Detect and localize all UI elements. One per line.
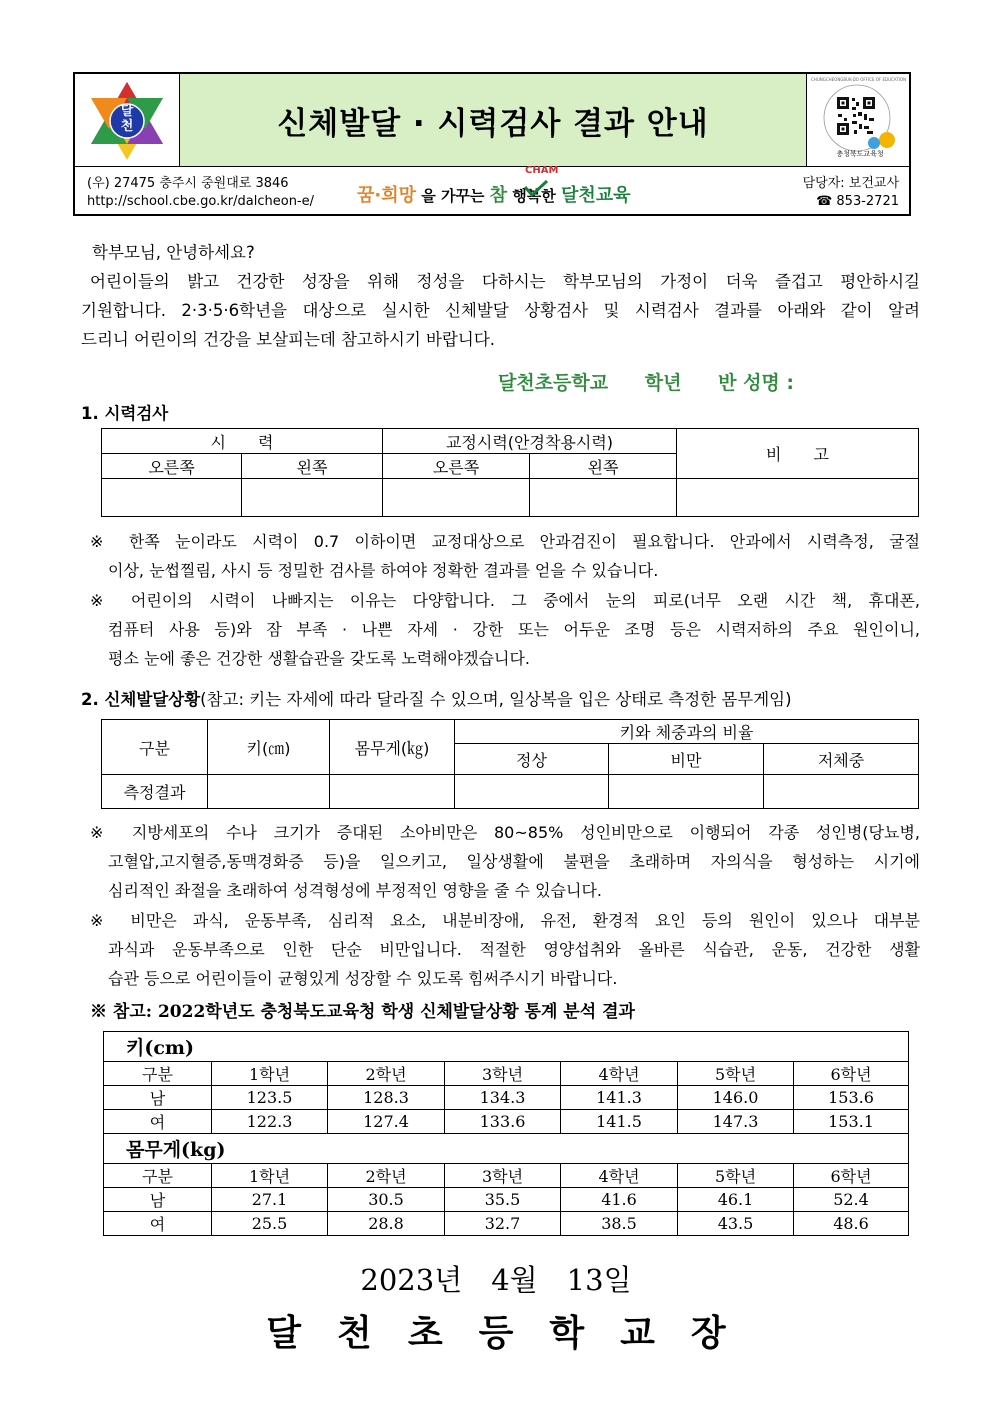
checkmark-icon	[523, 179, 549, 197]
corrected-left-header: 왼쪽	[530, 454, 677, 479]
grade-header: 6학년	[794, 1164, 909, 1188]
height-header: 키(㎝)	[208, 720, 330, 775]
contact-phone: ☎ 853-2721	[816, 194, 899, 209]
principal-signature: 달 천 초 등 학 교 장	[266, 1313, 726, 1354]
slogan-happy: 행복한	[507, 187, 561, 205]
value-cell: 122.3	[212, 1110, 328, 1134]
intro-line-3: 드리니 어린이의 건강을 보살피는데 참고하시기 바랍니다.	[81, 330, 496, 349]
grade-header: 3학년	[445, 1062, 561, 1086]
grade-header: 2학년	[328, 1164, 445, 1188]
value-cell: 153.6	[794, 1086, 909, 1110]
obese-header: 비만	[609, 744, 764, 775]
weight-header: 몸무게(㎏)	[330, 720, 455, 775]
row-label: 여	[104, 1212, 212, 1236]
note-line: 과식과 운동부족으로 인한 단순 비만입니다. 적절한 영양섭취와 올바른 식습관, 운동, 건강한 생활	[108, 940, 920, 959]
stats-title: ※ 참고: 2022학년도 충청북도교육청 학생 신체발달상황 통계 분석 결과	[90, 1002, 635, 1022]
value-cell: 28.8	[328, 1212, 445, 1236]
height-header-row	[104, 1062, 909, 1086]
contact-person: 담당자: 보건교사	[802, 176, 899, 191]
value-cell: 43.5	[678, 1212, 794, 1236]
body-section-note: (참고: 키는 자세에 따라 달라질 수 있으며, 일상복을 입은 상태로 측정한 몸무게임)	[200, 690, 792, 709]
letterhead	[73, 72, 911, 216]
slogan-nurture: 을 가꾸는	[416, 187, 490, 205]
weight-group-label: 몸무게(kg)	[104, 1134, 909, 1164]
office-name-en: CHUNGCHEONGBUK-DO OFFICE OF EDUCATION	[811, 77, 906, 82]
note-line: 습관 등으로 어린이들이 균형있게 성장할 수 있도록 힘써주시기 바랍니다.	[108, 969, 618, 988]
table-row	[104, 1188, 909, 1212]
page-title: 신체발달 · 시력검사 결과 안내	[277, 105, 709, 142]
grade-header: 5학년	[678, 1164, 794, 1188]
grade-field[interactable]: 학년	[644, 372, 682, 394]
body-note-2	[90, 906, 920, 993]
note-line: 컴퓨터 사용 등)와 잠 부족 · 나쁜 자세 · 강한 또는 어두운 조명 등은 시력저하의 주요 원인이니,	[108, 620, 920, 639]
row-label: 여	[104, 1110, 212, 1134]
value-cell: 127.4	[328, 1110, 445, 1134]
category-header: 구분	[102, 720, 208, 775]
value-cell: 35.5	[445, 1188, 561, 1212]
underweight-cell[interactable]	[764, 775, 919, 809]
school-name: 달천초등학교	[498, 372, 609, 394]
note-line: ※ 지방세포의 수나 크기가 증대된 소아비만은 80~85% 성인비만으로 이행되어 각종 성인병(당뇨병,	[90, 823, 920, 842]
stats-table	[103, 1031, 909, 1236]
value-cell: 25.5	[212, 1212, 328, 1236]
office-name: 충청북도교육청	[836, 150, 884, 158]
value-cell: 41.6	[561, 1188, 678, 1212]
student-info-line	[498, 368, 794, 395]
value-cell: 52.4	[794, 1188, 909, 1212]
table-row	[104, 1110, 909, 1134]
note-line: 이상, 눈썹찔림, 사시 등 정밀한 검사를 하여야 정확한 결과를 얻을 수 있습니다.	[108, 561, 659, 580]
note-line: 고혈압,고지혈증,동맥경화증 등)을 일으키고, 일상생활에 불편을 초래하며 자의식을 형성하는 시기에	[108, 852, 920, 871]
result-row-label: 측정결과	[102, 775, 208, 809]
grade-header: 2학년	[328, 1062, 445, 1086]
value-cell: 146.0	[678, 1086, 794, 1110]
grade-header: 1학년	[212, 1062, 328, 1086]
grade-header: 5학년	[678, 1062, 794, 1086]
corrected-right-header: 오른쪽	[383, 454, 530, 479]
value-cell: 46.1	[678, 1188, 794, 1212]
title-banner	[180, 74, 806, 166]
intro-line-1: 어린이들의 밝고 건강한 성장을 위해 정성을 다하시는 학부모님의 가정이 더욱 즐겁고 평안하시길	[90, 272, 920, 291]
corrected-right-cell[interactable]	[383, 479, 530, 517]
note-line: 평소 눈에 좋은 건강한 생활습관을 갖도록 노력해야겠습니다.	[108, 649, 531, 668]
grade-header: 4학년	[561, 1062, 678, 1086]
vision-left-header: 왼쪽	[242, 454, 383, 479]
class-name-field[interactable]: 반 성명 :	[718, 372, 794, 394]
school-logo	[75, 74, 180, 166]
slogan	[357, 181, 631, 207]
letterhead-bottom	[75, 167, 909, 214]
weight-header-row	[104, 1164, 909, 1188]
ratio-header: 키와 체중과의 비율	[455, 720, 919, 744]
vision-note-2	[90, 586, 920, 673]
obese-cell[interactable]	[609, 775, 764, 809]
corrected-vision-header: 교정시력(안경착용시력)	[383, 429, 677, 454]
stats-category-header: 구분	[104, 1062, 212, 1086]
value-cell: 147.3	[678, 1110, 794, 1134]
row-label: 남	[104, 1086, 212, 1110]
issue-date: 2023년 4월 13일	[360, 1263, 632, 1297]
height-group-label: 키(cm)	[104, 1032, 909, 1062]
body-table	[101, 719, 919, 809]
letterhead-top	[75, 74, 909, 167]
body-section-heading	[81, 686, 792, 710]
vision-right-header: 오른쪽	[102, 454, 242, 479]
slogan-cham-en: CHAM	[525, 165, 559, 176]
remarks-cell[interactable]	[677, 479, 919, 517]
vision-left-cell[interactable]	[242, 479, 383, 517]
slogan-dream: 꿈·희망	[357, 185, 417, 206]
office-emblem	[806, 74, 910, 166]
vision-header: 시 력	[102, 429, 383, 454]
row-label: 남	[104, 1188, 212, 1212]
weight-cell[interactable]	[330, 775, 455, 809]
note-line: ※ 어린이의 시력이 나빠지는 이유는 다양합니다. 그 중에서 눈의 피로(너무 오랜 시간 책, 휴대폰,	[90, 591, 920, 610]
table-row	[104, 1212, 909, 1236]
note-line: ※ 비만은 과식, 운동부족, 심리적 요소, 내분비장애, 유전, 환경적 요인 등의 원인이 있으나 대부분	[90, 911, 920, 930]
vision-note-1	[90, 527, 920, 585]
value-cell: 141.3	[561, 1086, 678, 1110]
value-cell: 38.5	[561, 1212, 678, 1236]
value-cell: 27.1	[212, 1188, 328, 1212]
value-cell: 133.6	[445, 1110, 561, 1134]
logo-text: 달천	[120, 104, 134, 134]
school-url[interactable]: http://school.cbe.go.kr/dalcheon-e/	[87, 194, 315, 209]
body-section-title: 2. 신체발달상황	[81, 690, 201, 709]
value-cell: 134.3	[445, 1086, 561, 1110]
height-cell[interactable]	[208, 775, 330, 809]
note-line: ※ 한쪽 눈이라도 시력이 0.7 이하이면 교정대상으로 안과검진이 필요합니다. 안과에서 시력측정, 굴절	[90, 532, 920, 551]
vision-right-cell[interactable]	[102, 479, 242, 517]
remarks-header: 비 고	[677, 429, 919, 479]
slogan-brand: 달천교육	[560, 185, 631, 206]
value-cell: 123.5	[212, 1086, 328, 1110]
body-note-1	[90, 818, 920, 905]
value-cell: 32.7	[445, 1212, 561, 1236]
grade-header: 4학년	[561, 1164, 678, 1188]
school-address: (우) 27475 충주시 중원대로 3846	[87, 176, 289, 191]
slogan-cham: 참	[489, 185, 508, 206]
stats-category-header: 구분	[104, 1164, 212, 1188]
intro-line-2: 기원합니다. 2·3·5·6학년을 대상으로 실시한 신체발달 상황검사 및 시력검사 결과를 아래와 같이 알려	[81, 301, 920, 320]
value-cell: 128.3	[328, 1086, 445, 1110]
vision-table	[101, 428, 919, 517]
normal-header: 정상	[455, 744, 609, 775]
value-cell: 48.6	[794, 1212, 909, 1236]
grade-header: 1학년	[212, 1164, 328, 1188]
corrected-left-cell[interactable]	[530, 479, 677, 517]
value-cell: 141.5	[561, 1110, 678, 1134]
grade-header: 3학년	[445, 1164, 561, 1188]
normal-cell[interactable]	[455, 775, 609, 809]
grade-header: 6학년	[794, 1062, 909, 1086]
value-cell: 153.1	[794, 1110, 909, 1134]
underweight-header: 저체중	[764, 744, 919, 775]
table-row	[104, 1086, 909, 1110]
note-line: 심리적인 좌절을 초래하여 성격형성에 부정적인 영향을 줄 수 있습니다.	[108, 881, 602, 900]
value-cell: 30.5	[328, 1188, 445, 1212]
greeting: 학부모님, 안녕하세요?	[92, 243, 255, 262]
vision-section-title: 1. 시력검사	[81, 404, 169, 423]
